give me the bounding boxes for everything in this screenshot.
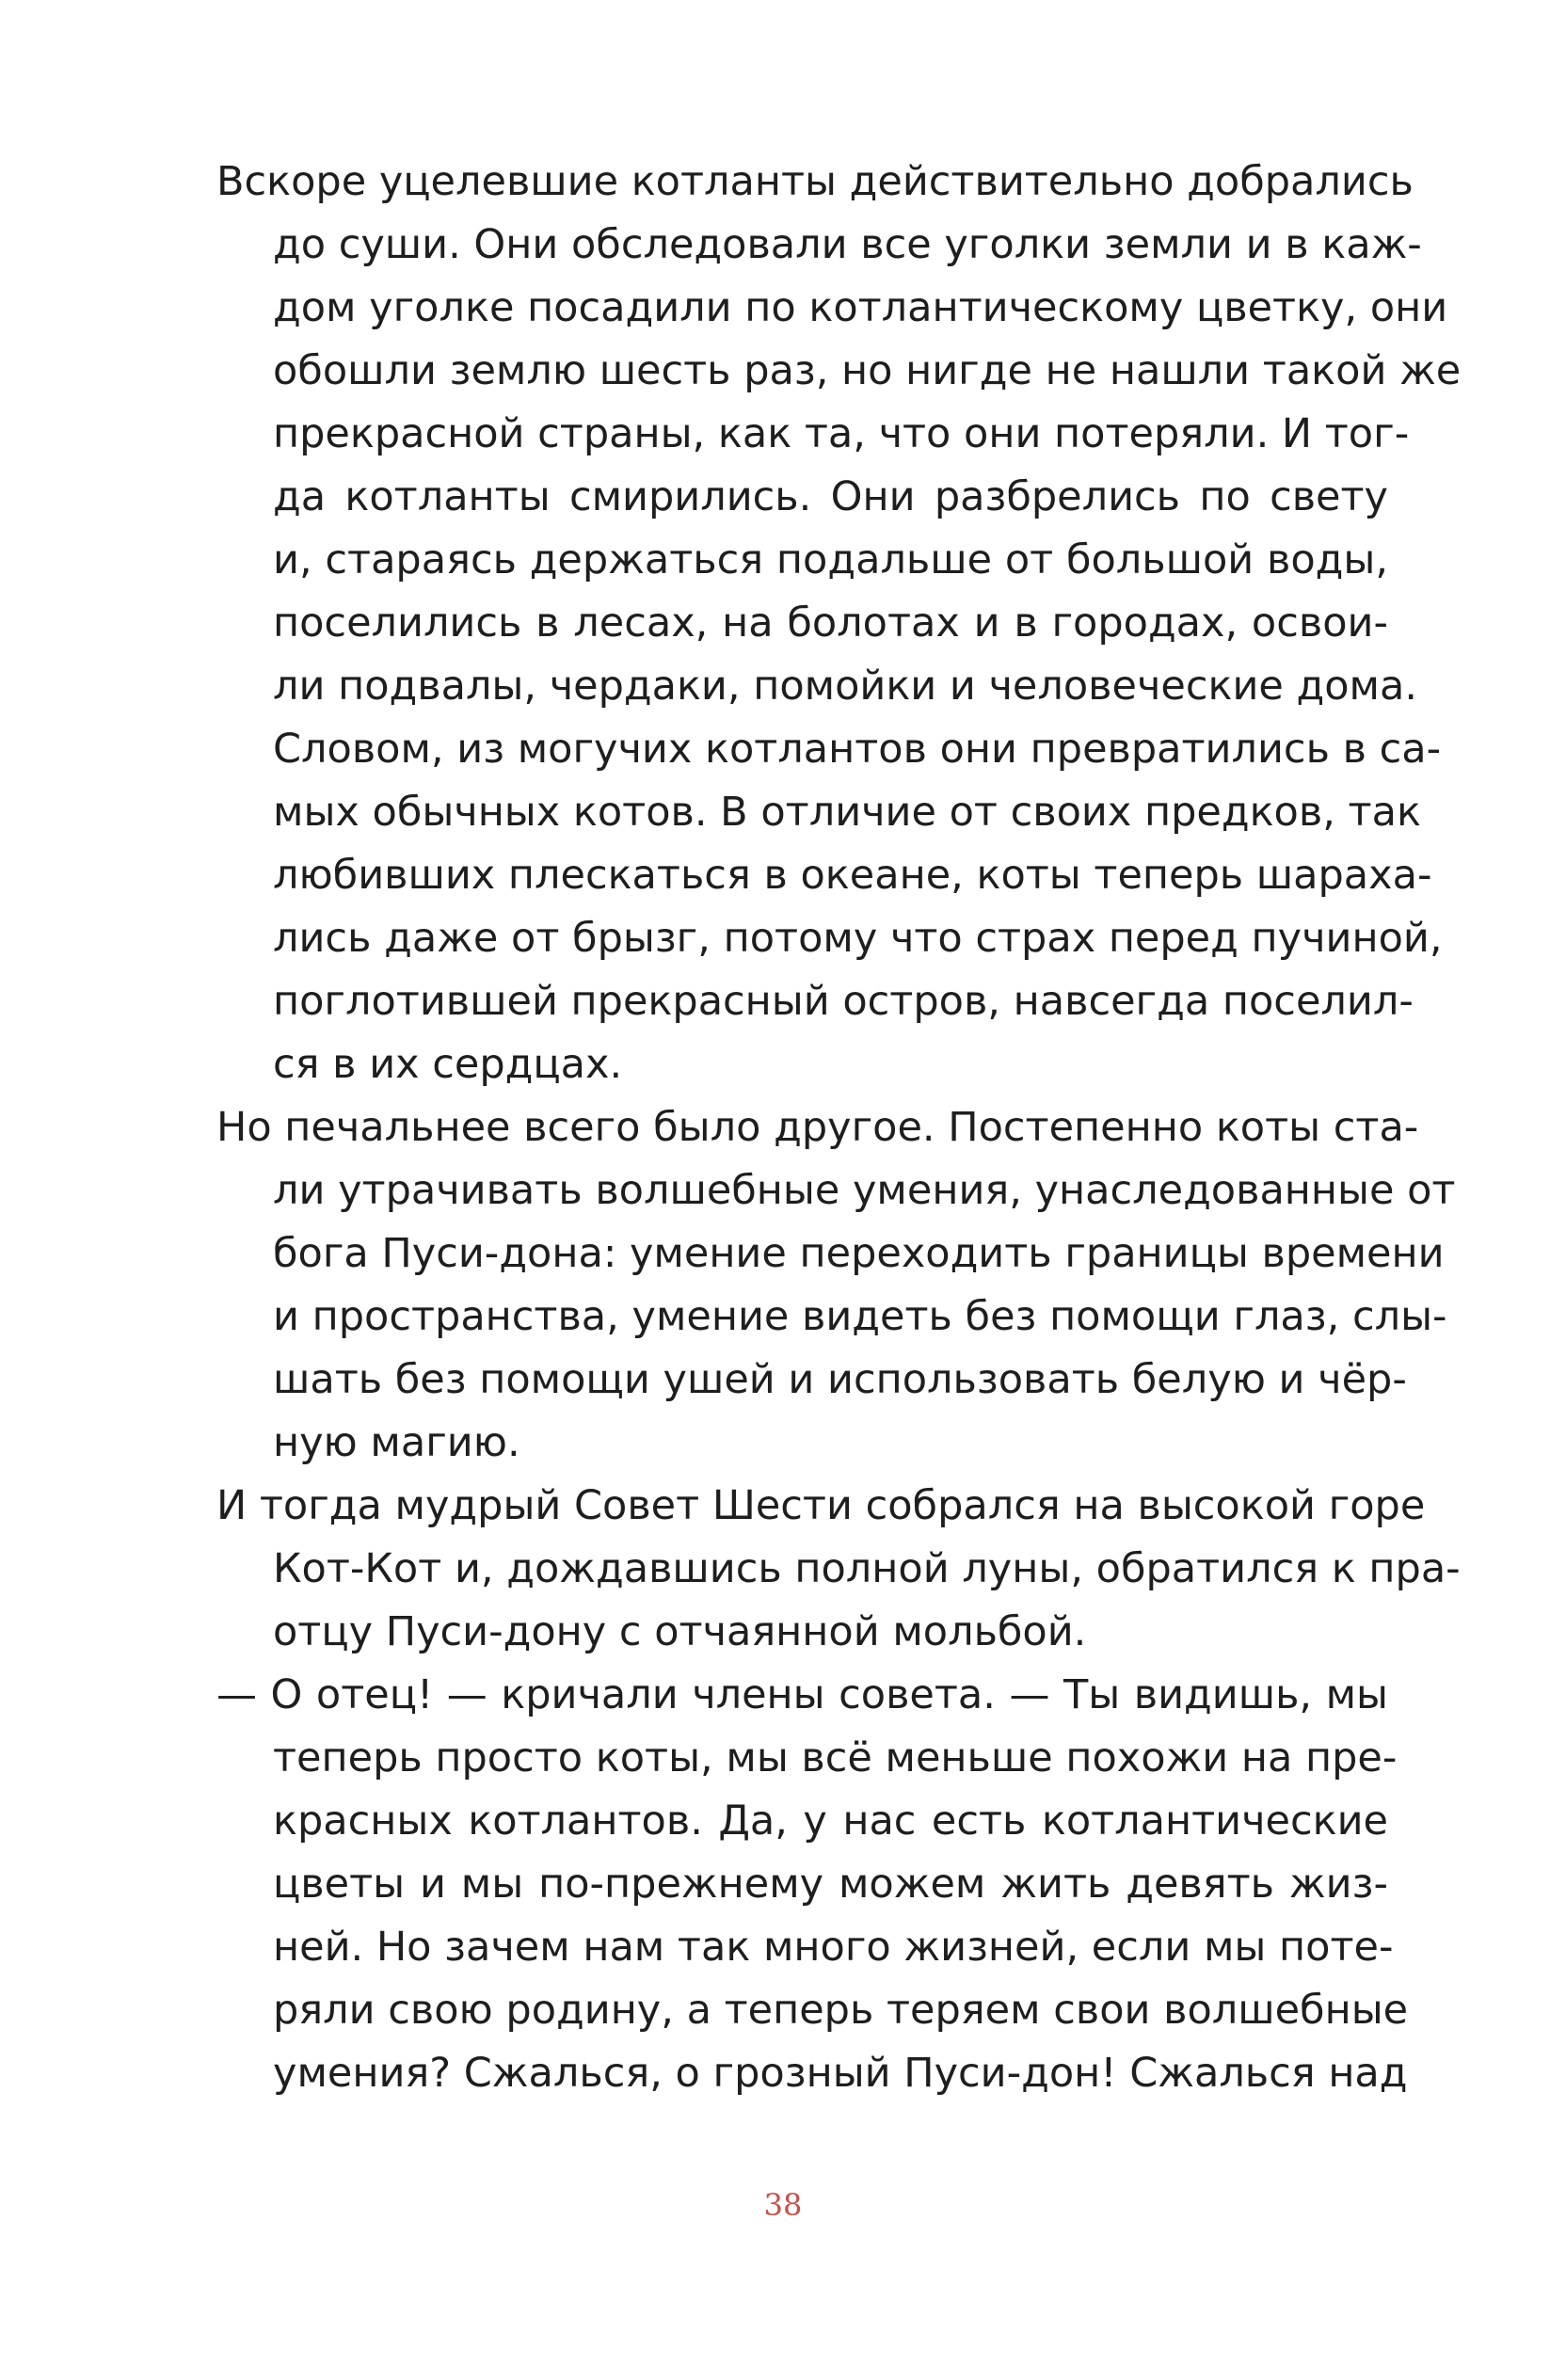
text-line: умения? Сжалься, о грозный Пуси-дон! Сжалься над (273, 2050, 1408, 2097)
text-line: цветы и мы по-прежнему можем жить девять жиз- (273, 1861, 1388, 1908)
text-line: Словом, из могучих котлантов они превратились в са- (273, 726, 1442, 773)
text-line: бога Пуси-дона: умение переходить границы времени (273, 1230, 1445, 1277)
text-line: теперь просто коты, мы всё меньше похожи на пре- (273, 1734, 1398, 1781)
text-line: ряли свою родину, а теперь теряем свои волшебные (273, 1987, 1409, 2034)
text-line: прекрасной страны, как та, что они потеряли. И тог- (273, 410, 1410, 457)
text-line: красных котлантов. Да, у нас есть котлантические (273, 1797, 1388, 1845)
text-line: поселились в лесах, на болотах и в городах, освои- (273, 599, 1388, 647)
text-line: до суши. Они обследовали все уголки земли и в каж- (273, 221, 1422, 268)
text-line: дом уголке посадили по котлантическому цветку, они (273, 284, 1448, 331)
text-line: любивших плескаться в океане, коты теперь шараха- (273, 852, 1432, 899)
text-line: да котланты смирились. Они разбрелись по свету (273, 473, 1388, 520)
text-line: мых обычных котов. В отличие от своих предков, так (273, 789, 1421, 836)
text-line: И тогда мудрый Совет Шести собрался на высокой горе (216, 1482, 1426, 1529)
text-line: ли подвалы, чердаки, помойки и человеческие дома. (273, 663, 1418, 710)
page-number: 38 (763, 2187, 803, 2223)
text-line: ную магию. (273, 1419, 520, 1466)
text-line: — О отец! — кричали члены совета. — Ты видишь, мы (216, 1671, 1388, 1718)
text-line: Вскоре уцелевшие котланты действительно добрались (216, 158, 1414, 205)
text-line: шать без помощи ушей и использовать белую и чёр- (273, 1356, 1407, 1403)
text-line: Но печальнее всего было другое. Постепенно коты ста- (216, 1104, 1419, 1151)
text-line: ли утрачивать волшебные умения, унаследованные от (273, 1167, 1456, 1214)
text-line: отцу Пуси-дону с отчаянной мольбой. (273, 1608, 1087, 1655)
text-line: ней. Но зачем нам так много жизней, если мы поте- (273, 1924, 1394, 1971)
text-line: и, стараясь держаться подальше от большой воды, (273, 536, 1388, 583)
text-line: поглотившей прекрасный остров, навсегда поселил- (273, 978, 1414, 1025)
text-line: Кот-Кот и, дождавшись полной луны, обратился к пра- (273, 1545, 1461, 1592)
text-line: лись даже от брызг, потому что страх перед пучиной, (273, 915, 1443, 962)
text-line: и пространства, умение видеть без помощи глаз, слы- (273, 1293, 1447, 1340)
body-text (216, 151, 1462, 2105)
text-line: обошли землю шесть раз, но нигде не нашли такой же (273, 347, 1462, 394)
text-line: ся в их сердцах. (273, 1041, 623, 1088)
